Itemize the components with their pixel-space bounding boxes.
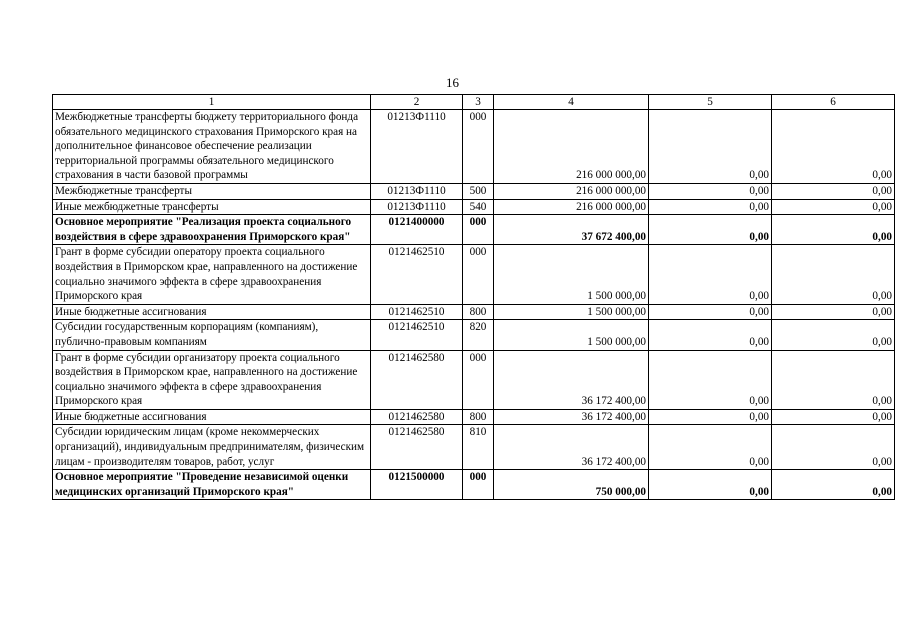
- row-expense-type: 000: [463, 245, 494, 304]
- row-amount-col4: 1 500 000,00: [494, 304, 649, 320]
- row-target-article: 0121462580: [371, 425, 463, 470]
- row-amount-col6: 0,00: [772, 320, 895, 350]
- row-expense-type: 540: [463, 199, 494, 215]
- row-amount-col6: 0,00: [772, 199, 895, 215]
- row-target-article: 0121462510: [371, 245, 463, 304]
- table-row: [53, 183, 895, 199]
- row-amount-col6: 0,00: [772, 110, 895, 184]
- row-amount-col4: 36 172 400,00: [494, 350, 649, 409]
- row-name: Грант в форме субсидии оператору проекта социального воздействия в Приморском крае, направленного на достижение социально значимого эффекта в сфере здравоохранения Приморского края: [53, 245, 371, 304]
- table-row: [53, 215, 895, 245]
- row-amount-col4: 750 000,00: [494, 470, 649, 500]
- table-header-row: [53, 95, 895, 110]
- row-expense-type: 000: [463, 470, 494, 500]
- row-target-article: 0121462580: [371, 409, 463, 425]
- row-amount-col6: 0,00: [772, 409, 895, 425]
- row-amount-col6: 0,00: [772, 470, 895, 500]
- row-name: Основное мероприятие "Проведение независимой оценки медицинских организаций Приморского края": [53, 470, 371, 500]
- row-amount-col6: 0,00: [772, 183, 895, 199]
- table-row: [53, 425, 895, 470]
- table-row: [53, 409, 895, 425]
- row-target-article: 0121462510: [371, 304, 463, 320]
- row-amount-col4: 216 000 000,00: [494, 183, 649, 199]
- page-number: 16: [446, 75, 459, 90]
- column-header-2: 2: [371, 95, 463, 110]
- row-amount-col5: 0,00: [649, 350, 772, 409]
- row-amount-col4: 1 500 000,00: [494, 320, 649, 350]
- row-expense-type: 000: [463, 110, 494, 184]
- row-amount-col5: 0,00: [649, 304, 772, 320]
- row-expense-type: 000: [463, 215, 494, 245]
- table-row: [53, 350, 895, 409]
- row-amount-col4: 37 672 400,00: [494, 215, 649, 245]
- row-amount-col5: 0,00: [649, 470, 772, 500]
- table-row: [53, 110, 895, 184]
- table-row: [53, 320, 895, 350]
- row-name: Иные бюджетные ассигнования: [53, 304, 371, 320]
- row-amount-col6: 0,00: [772, 304, 895, 320]
- row-expense-type: 820: [463, 320, 494, 350]
- row-amount-col5: 0,00: [649, 199, 772, 215]
- column-header-1: 1: [53, 95, 371, 110]
- row-expense-type: 800: [463, 409, 494, 425]
- row-name: Основное мероприятие "Реализация проекта социального воздействия в сфере здравоохранения Приморского края": [53, 215, 371, 245]
- row-amount-col6: 0,00: [772, 215, 895, 245]
- row-amount-col4: 36 172 400,00: [494, 409, 649, 425]
- row-amount-col4: 1 500 000,00: [494, 245, 649, 304]
- row-amount-col6: 0,00: [772, 425, 895, 470]
- row-amount-col5: 0,00: [649, 245, 772, 304]
- row-name: Межбюджетные трансферты бюджету территориального фонда обязательного медицинского страхования Приморского края на дополнительное финансовое обеспечение реализации территориальной программы обязательного медицинского страхования в части базовой программы: [53, 110, 371, 184]
- row-amount-col5: 0,00: [649, 409, 772, 425]
- row-amount-col4: 36 172 400,00: [494, 425, 649, 470]
- row-target-article: 01213Ф1110: [371, 110, 463, 184]
- column-header-3: 3: [463, 95, 494, 110]
- budget-table: [52, 94, 895, 500]
- row-amount-col5: 0,00: [649, 320, 772, 350]
- row-name: Субсидии юридическим лицам (кроме некоммерческих организаций), индивидуальным предпринимателям, физическим лицам - производителям товаров, работ, услуг: [53, 425, 371, 470]
- row-target-article: 0121462510: [371, 320, 463, 350]
- row-amount-col4: 216 000 000,00: [494, 199, 649, 215]
- row-amount-col5: 0,00: [649, 183, 772, 199]
- row-amount-col5: 0,00: [649, 215, 772, 245]
- row-expense-type: 810: [463, 425, 494, 470]
- row-amount-col5: 0,00: [649, 110, 772, 184]
- row-amount-col5: 0,00: [649, 425, 772, 470]
- row-name: Иные бюджетные ассигнования: [53, 409, 371, 425]
- row-expense-type: 500: [463, 183, 494, 199]
- row-target-article: 01213Ф1110: [371, 183, 463, 199]
- column-header-5: 5: [649, 95, 772, 110]
- table-row: [53, 304, 895, 320]
- row-target-article: 0121462580: [371, 350, 463, 409]
- row-name: Субсидии государственным корпорациям (компаниям), публично-правовым компаниям: [53, 320, 371, 350]
- table-row: [53, 470, 895, 500]
- row-target-article: 0121500000: [371, 470, 463, 500]
- row-name: Грант в форме субсидии организатору проекта социального воздействия в Приморском крае, направленного на достижение социально значимого эффекта в сфере здравоохранения Приморского края: [53, 350, 371, 409]
- row-name: Иные межбюджетные трансферты: [53, 199, 371, 215]
- row-target-article: 0121400000: [371, 215, 463, 245]
- row-amount-col6: 0,00: [772, 245, 895, 304]
- table-row: [53, 199, 895, 215]
- row-expense-type: 800: [463, 304, 494, 320]
- row-amount-col6: 0,00: [772, 350, 895, 409]
- row-expense-type: 000: [463, 350, 494, 409]
- row-target-article: 01213Ф1110: [371, 199, 463, 215]
- table-row: [53, 245, 895, 304]
- row-name: Межбюджетные трансферты: [53, 183, 371, 199]
- column-header-4: 4: [494, 95, 649, 110]
- row-amount-col4: 216 000 000,00: [494, 110, 649, 184]
- column-header-6: 6: [772, 95, 895, 110]
